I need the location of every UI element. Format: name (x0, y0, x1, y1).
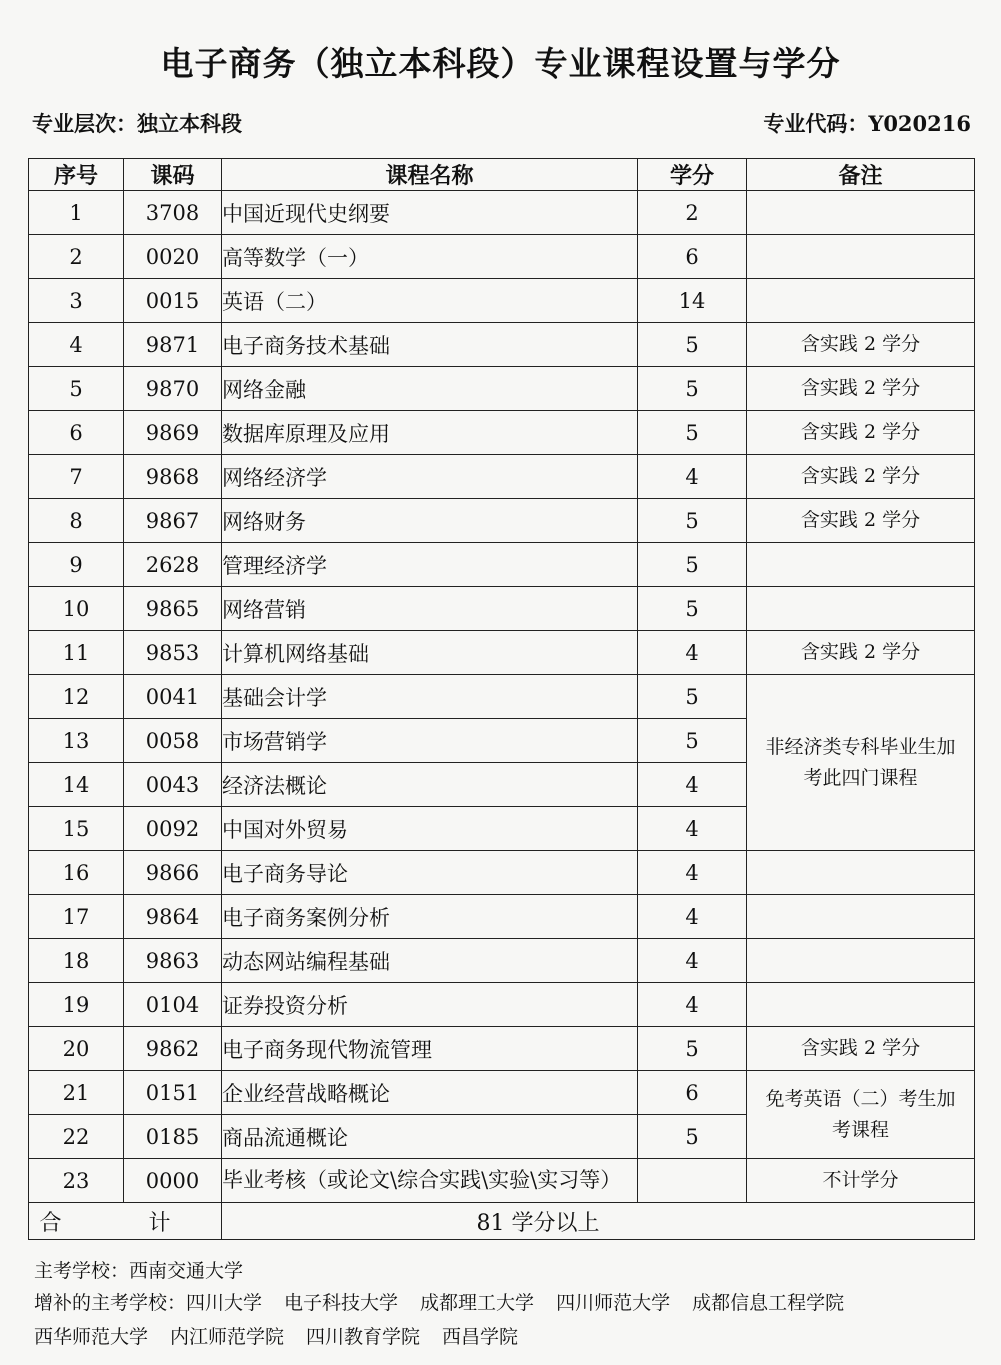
row-no: 1 (29, 191, 124, 235)
row-code: 9864 (124, 895, 222, 939)
school-item: 内江师范学院 (170, 1326, 285, 1348)
row-code: 0041 (124, 675, 222, 719)
row-code: 0020 (124, 235, 222, 279)
school-item: 西昌学院 (442, 1326, 519, 1348)
row-code: 0185 (124, 1115, 222, 1159)
table-header-row (29, 159, 975, 191)
table-row (29, 499, 975, 543)
extra-schools-label: 增补的主考学校： (34, 1292, 187, 1314)
row-code: 0043 (124, 763, 222, 807)
school-item: 四川大学 (186, 1292, 263, 1314)
major-level-value: 独立本科段 (137, 112, 242, 136)
table-row (29, 631, 975, 675)
extra-schools-line-1 (34, 1288, 866, 1315)
row-code: 0000 (124, 1159, 222, 1203)
table-row (29, 455, 975, 499)
header-code: 课码 (124, 159, 222, 191)
major-code-label: 专业代码： (763, 112, 869, 136)
page-title: 电子商务（独立本科段）专业课程设置与学分 (160, 44, 841, 83)
row-no: 22 (29, 1115, 124, 1159)
row-no: 13 (29, 719, 124, 763)
total-label: 合 计 (29, 1203, 222, 1240)
row-code: 9870 (124, 367, 222, 411)
row-code: 0092 (124, 807, 222, 851)
row-note: 含实践 2 学分 (747, 631, 975, 675)
row-no: 20 (29, 1027, 124, 1071)
table-row (29, 279, 975, 323)
main-school-label: 主考学校： (34, 1260, 130, 1282)
row-code: 3708 (124, 191, 222, 235)
row-credit: 5 (638, 543, 747, 587)
row-code: 0104 (124, 983, 222, 1027)
row-name: 网络营销 (222, 587, 638, 631)
row-name: 中国近现代史纲要 (222, 191, 638, 235)
table-row (29, 323, 975, 367)
major-code-value: Y020216 (868, 111, 971, 136)
table-row (29, 1071, 975, 1115)
major-code (763, 108, 971, 138)
table-row (29, 587, 975, 631)
table-row (29, 543, 975, 587)
row-code: 9865 (124, 587, 222, 631)
row-name: 电子商务技术基础 (222, 323, 638, 367)
row-name: 英语（二） (222, 279, 638, 323)
row-no: 12 (29, 675, 124, 719)
row-name: 基础会计学 (222, 675, 638, 719)
major-level-label: 专业层次： (32, 112, 137, 136)
row-note (747, 235, 975, 279)
row-credit: 5 (638, 1115, 747, 1159)
row-note (747, 983, 975, 1027)
row-credit: 5 (638, 719, 747, 763)
row-name: 网络经济学 (222, 455, 638, 499)
row-credit: 5 (638, 411, 747, 455)
table-row (29, 1027, 975, 1071)
table-row (29, 235, 975, 279)
main-school-value: 西南交通大学 (129, 1260, 244, 1282)
total-value: 81 学分以上 (222, 1203, 975, 1240)
row-note-group: 非经济类专科毕业生加考此四门课程 (747, 675, 975, 851)
row-no: 8 (29, 499, 124, 543)
row-note (747, 851, 975, 895)
row-note: 含实践 2 学分 (747, 455, 975, 499)
row-name: 市场营销学 (222, 719, 638, 763)
row-credit: 4 (638, 983, 747, 1027)
row-name: 网络财务 (222, 499, 638, 543)
table-row (29, 1159, 975, 1203)
table-row (29, 367, 975, 411)
row-note (747, 543, 975, 587)
row-credit: 5 (638, 587, 747, 631)
school-item: 成都信息工程学院 (692, 1292, 845, 1314)
row-credit: 4 (638, 807, 747, 851)
row-no: 14 (29, 763, 124, 807)
row-no: 17 (29, 895, 124, 939)
table-row (29, 675, 975, 719)
row-no: 10 (29, 587, 124, 631)
row-note: 含实践 2 学分 (747, 411, 975, 455)
row-note: 含实践 2 学分 (747, 499, 975, 543)
row-code: 9868 (124, 455, 222, 499)
row-no: 19 (29, 983, 124, 1027)
row-name: 证券投资分析 (222, 983, 638, 1027)
row-code: 2628 (124, 543, 222, 587)
course-table (28, 158, 975, 1240)
header-credit: 学分 (638, 159, 747, 191)
row-note-group: 免考英语（二）考生加考课程 (747, 1071, 975, 1159)
table-row (29, 411, 975, 455)
school-item: 四川师范大学 (556, 1292, 671, 1314)
school-item: 电子科技大学 (284, 1292, 399, 1314)
major-level (32, 108, 242, 138)
row-credit: 4 (638, 895, 747, 939)
row-credit: 6 (638, 235, 747, 279)
row-code: 9867 (124, 499, 222, 543)
row-name: 电子商务案例分析 (222, 895, 638, 939)
row-code: 9863 (124, 939, 222, 983)
row-name: 电子商务导论 (222, 851, 638, 895)
row-no: 3 (29, 279, 124, 323)
total-row (29, 1203, 975, 1240)
table-row (29, 939, 975, 983)
row-credit: 6 (638, 1071, 747, 1115)
row-name: 高等数学（一） (222, 235, 638, 279)
row-note (747, 279, 975, 323)
row-credit: 5 (638, 323, 747, 367)
row-credit: 4 (638, 631, 747, 675)
row-credit: 5 (638, 367, 747, 411)
row-code: 0058 (124, 719, 222, 763)
row-credit: 5 (638, 499, 747, 543)
row-no: 5 (29, 367, 124, 411)
school-item: 成都理工大学 (420, 1292, 535, 1314)
row-code: 9862 (124, 1027, 222, 1071)
table-row (29, 851, 975, 895)
row-no: 6 (29, 411, 124, 455)
header-no: 序号 (29, 159, 124, 191)
row-credit (638, 1159, 747, 1203)
header-note: 备注 (747, 159, 975, 191)
row-no: 9 (29, 543, 124, 587)
main-school (34, 1256, 265, 1283)
row-credit: 4 (638, 455, 747, 499)
table-row (29, 983, 975, 1027)
row-note (747, 587, 975, 631)
row-code: 9871 (124, 323, 222, 367)
row-note: 含实践 2 学分 (747, 367, 975, 411)
row-credit: 2 (638, 191, 747, 235)
row-code: 9869 (124, 411, 222, 455)
row-name: 计算机网络基础 (222, 631, 638, 675)
row-credit: 4 (638, 939, 747, 983)
row-name: 毕业考核（或论文\综合实践\实验\实习等） (222, 1159, 638, 1203)
extra-schools-line-2 (34, 1322, 540, 1349)
school-item: 四川教育学院 (306, 1326, 421, 1348)
row-no: 11 (29, 631, 124, 675)
row-credit: 5 (638, 675, 747, 719)
row-no: 16 (29, 851, 124, 895)
row-credit: 4 (638, 851, 747, 895)
row-name: 数据库原理及应用 (222, 411, 638, 455)
table-row (29, 191, 975, 235)
row-name: 企业经营战略概论 (222, 1071, 638, 1115)
row-name: 经济法概论 (222, 763, 638, 807)
row-code: 9866 (124, 851, 222, 895)
row-name: 动态网站编程基础 (222, 939, 638, 983)
row-no: 4 (29, 323, 124, 367)
row-note (747, 939, 975, 983)
row-code: 0015 (124, 279, 222, 323)
row-name: 管理经济学 (222, 543, 638, 587)
row-code: 9853 (124, 631, 222, 675)
row-no: 23 (29, 1159, 124, 1203)
row-note: 含实践 2 学分 (747, 1027, 975, 1071)
row-name: 网络金融 (222, 367, 638, 411)
row-name: 商品流通概论 (222, 1115, 638, 1159)
row-note (747, 895, 975, 939)
row-no: 2 (29, 235, 124, 279)
row-no: 21 (29, 1071, 124, 1115)
table-row (29, 895, 975, 939)
row-credit: 14 (638, 279, 747, 323)
header-name: 课程名称 (222, 159, 638, 191)
row-no: 15 (29, 807, 124, 851)
row-no: 18 (29, 939, 124, 983)
row-credit: 4 (638, 763, 747, 807)
row-note: 不计学分 (747, 1159, 975, 1203)
row-name: 中国对外贸易 (222, 807, 638, 851)
row-note: 含实践 2 学分 (747, 323, 975, 367)
row-note (747, 191, 975, 235)
school-item: 西华师范大学 (34, 1326, 149, 1348)
row-credit: 5 (638, 1027, 747, 1071)
row-name: 电子商务现代物流管理 (222, 1027, 638, 1071)
row-code: 0151 (124, 1071, 222, 1115)
row-no: 7 (29, 455, 124, 499)
